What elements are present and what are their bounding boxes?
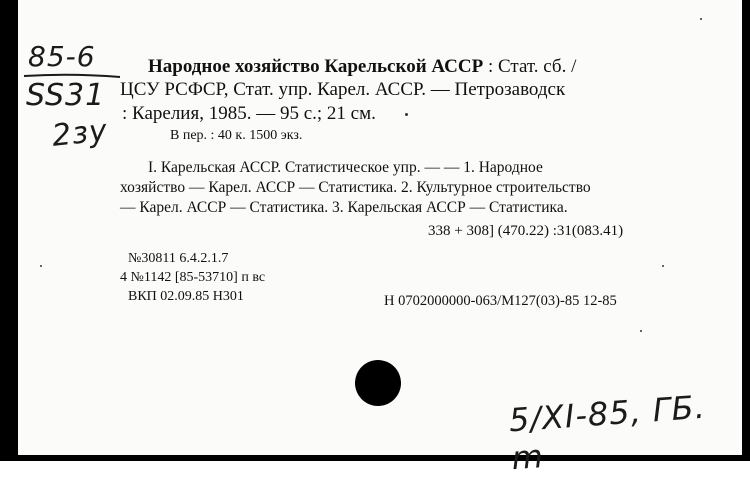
record-number-2: 4 №1142 [85-53710] п вс (120, 270, 266, 285)
handwritten-date-note: 5/XI-85, ГБ. m (507, 387, 707, 477)
subjects-line-1: I. Карельская АССР. Статистическое упр. — — 1. Народное (148, 159, 543, 176)
record-title: Народное хозяйство Карельской АССР (148, 56, 484, 77)
scan-speck (405, 113, 408, 116)
subjects-line-3: — Карел. АССР — Статистика. 3. Карельская АССР — Статистика. (120, 199, 568, 216)
index-code: Н 0702000000-063/М127(03)-85 12-85 (384, 293, 617, 309)
record-line-3: : Карелия, 1985. — 95 с.; 21 см. (122, 103, 376, 124)
record-number-1: №30811 6.4.2.1.7 (128, 251, 229, 266)
record-number-3: ВКП 02.09.85 Н301 (128, 289, 244, 304)
record-line-4: В пер. : 40 к. 1500 экз. (170, 128, 303, 143)
record-line-2: ЦСУ РСФСР, Стат. упр. Карел. АССР. — Петрозаводск (120, 79, 566, 100)
record-title-rest: : Стат. сб. / (487, 56, 577, 77)
punch-hole (355, 360, 401, 406)
scan-speck (662, 265, 664, 267)
classification-index: 338 + 308] (470.22) :31(083.41) (428, 223, 624, 239)
subjects-line-2: хозяйство — Карел. АССР — Статистика. 2. Культурное строительство (120, 179, 591, 196)
scan-speck (40, 265, 42, 267)
handwritten-shelf-mark-bottom: SS31 (26, 78, 106, 113)
record-line-1 (148, 56, 576, 78)
scan-speck (640, 330, 642, 332)
handwritten-shelf-mark-top: 85-6 (28, 40, 96, 73)
handwritten-mark-left: 2зу (50, 113, 110, 154)
scan-speck (700, 18, 702, 20)
left-edge-shadow (0, 0, 18, 461)
